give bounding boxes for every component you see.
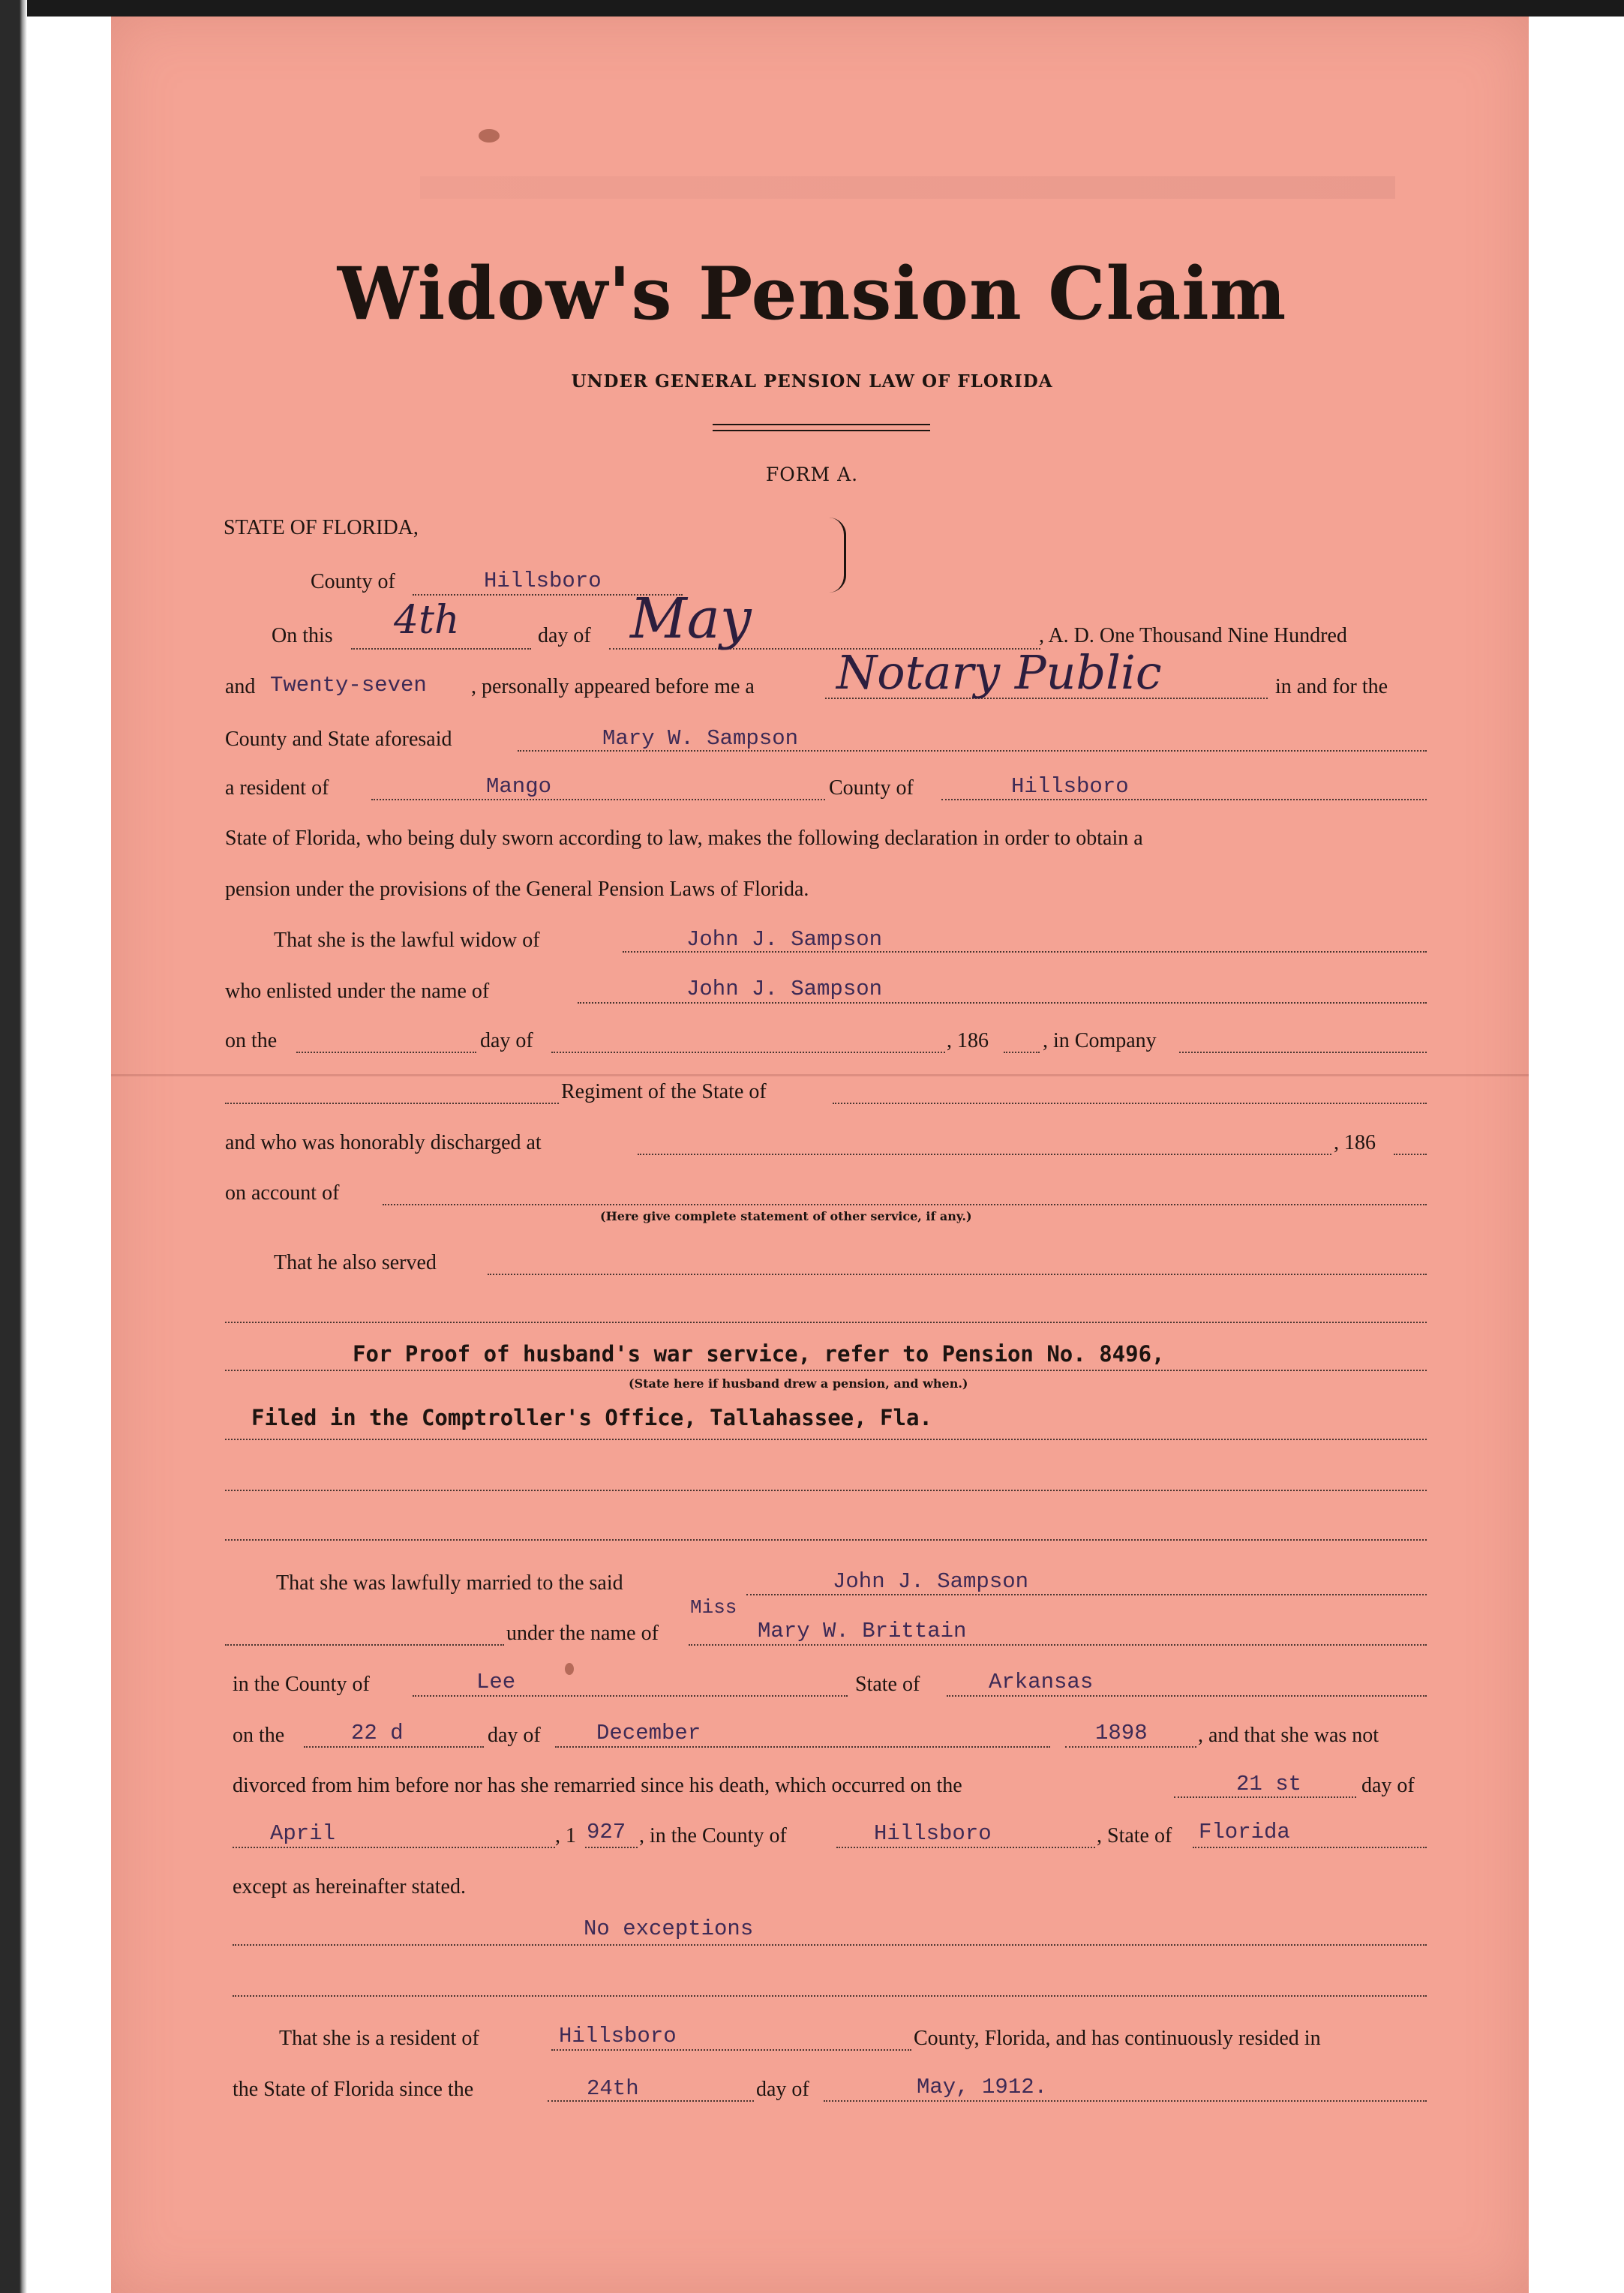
- blank-fill-line: [225, 1539, 1427, 1541]
- handwritten-month: May: [630, 587, 752, 651]
- death-year-fill-line: [585, 1847, 638, 1848]
- also-served-fill-line: [488, 1274, 1427, 1275]
- marriage-day-fill-line: [304, 1746, 484, 1748]
- page-title: Widow's Pension Claim: [337, 251, 1287, 336]
- death-year-prefix: , 1: [555, 1824, 576, 1847]
- maiden-pre-fill-line: [225, 1644, 504, 1646]
- marriage-day: 22 d: [351, 1721, 404, 1745]
- label-county-of: County of: [829, 776, 914, 800]
- bleed-through-shadow: [420, 176, 1395, 199]
- death-county-fill-line: [836, 1847, 1095, 1848]
- service-fill-line-1: [225, 1370, 1427, 1371]
- death-month-fill-line: [233, 1847, 555, 1848]
- enlisted-fill-line: [578, 1002, 1427, 1004]
- marriage-county-fill-line: [413, 1695, 848, 1697]
- service-line-1: For Proof of husband's war service, refer to Pension No. 8496,: [353, 1341, 1165, 1367]
- death-state-fill-line: [1193, 1847, 1427, 1848]
- maiden-prefix: Miss: [690, 1596, 737, 1619]
- label-regiment: Regiment of the State of: [561, 1080, 767, 1103]
- marriage-county: Lee: [476, 1670, 516, 1694]
- label-day-of: day of: [538, 624, 591, 647]
- form-label: FORM A.: [765, 464, 859, 485]
- county-value: Hillsboro: [484, 569, 602, 593]
- death-day: 21 st: [1236, 1772, 1302, 1796]
- note-pension: (State here if husband drew a pension, and when.): [629, 1376, 968, 1391]
- service-line-2: Filed in the Comptroller's Office, Tallahassee, Fla.: [251, 1405, 932, 1430]
- label-in-company: , in Company: [1043, 1029, 1157, 1052]
- enlist-day-fill-line: [296, 1052, 476, 1053]
- label-in-and-for: in and for the: [1275, 675, 1388, 698]
- marriage-month-fill-line: [555, 1746, 1050, 1748]
- since-day: 24th: [587, 2076, 639, 2101]
- enlist-month-fill-line: [551, 1052, 945, 1053]
- label-on-the-2: on the: [233, 1724, 285, 1747]
- label-divorced: divorced from him before nor has she remarried since his death, which occurred on the: [233, 1774, 962, 1797]
- married-to: John J. Sampson: [833, 1569, 1029, 1594]
- label-day-of-3: day of: [488, 1724, 541, 1747]
- death-county: Hillsboro: [874, 1821, 992, 1846]
- married-fill-line: [746, 1594, 1427, 1595]
- label-under-name: under the name of: [506, 1622, 659, 1645]
- scan-left-border: [0, 0, 27, 2293]
- header-brace: [829, 518, 846, 593]
- year-words: Twenty-seven: [270, 673, 427, 698]
- since-day-fill-line: [548, 2100, 754, 2102]
- label-resident-2: That she is a resident of: [279, 2027, 479, 2050]
- death-year: 927: [587, 1820, 626, 1844]
- label-186b: , 186: [1334, 1131, 1376, 1154]
- scan-top-border: [0, 0, 1624, 17]
- label-married: That she was lawfully married to the said: [276, 1571, 623, 1595]
- blank-fill-line: [225, 1322, 1427, 1323]
- company-fill-line: [1179, 1052, 1427, 1053]
- label-except: except as hereinafter stated.: [233, 1875, 466, 1898]
- label-personally: , personally appeared before me a: [471, 675, 755, 698]
- label-in-county: in the County of: [233, 1673, 370, 1696]
- label-day-of-4: day of: [1361, 1774, 1415, 1797]
- label-not-divorced: , and that she was not: [1198, 1724, 1379, 1747]
- res-county-fill-line: [941, 799, 1427, 800]
- exceptions-value: No exceptions: [584, 1916, 754, 1941]
- label-also-served: That he also served: [274, 1251, 437, 1274]
- service-fill-line-2: [225, 1439, 1427, 1440]
- account-fill-line: [383, 1204, 1427, 1205]
- handwritten-day: 4th: [394, 598, 460, 643]
- label-on-account: on account of: [225, 1181, 340, 1205]
- declaration-line-1: State of Florida, who being duly sworn according to law, makes the following declaration in order to obtain a: [225, 827, 1143, 850]
- title-rule: [713, 424, 930, 425]
- county-label: County of: [311, 570, 395, 593]
- resident-county: Hillsboro: [559, 2024, 677, 2048]
- label-county-state: County and State aforesaid: [225, 728, 452, 751]
- death-month: April: [270, 1821, 336, 1846]
- label-186: , 186: [947, 1029, 989, 1052]
- marriage-year: 1898: [1095, 1721, 1148, 1745]
- handwritten-officer: Notary Public: [836, 645, 1162, 700]
- declaration-line-2: pension under the provisions of the General Pension Laws of Florida.: [225, 878, 809, 901]
- regiment-state-fill-line: [833, 1103, 1427, 1104]
- exceptions-fill-line: [233, 1944, 1427, 1946]
- discharge-fill-line: [638, 1154, 1331, 1155]
- label-state-of: State of: [855, 1673, 920, 1696]
- label-day-of-5: day of: [756, 2078, 809, 2101]
- death-state: Florida: [1199, 1820, 1290, 1844]
- label-and: and: [225, 675, 256, 698]
- label-on-this: On this: [272, 624, 333, 647]
- label-discharged: and who was honorably discharged at: [225, 1131, 542, 1154]
- regiment-fill-line: [225, 1103, 559, 1104]
- marriage-state: Arkansas: [989, 1670, 1094, 1694]
- note-other-service: (Here give complete statement of other service, if any.): [600, 1209, 972, 1223]
- paper-stain: [565, 1663, 574, 1675]
- label-in-the-county: , in the County of: [639, 1824, 787, 1847]
- since-date-fill-line: [824, 2100, 1427, 2102]
- label-state-of-2: , State of: [1097, 1824, 1172, 1847]
- enlisted-name: John J. Sampson: [686, 977, 883, 1001]
- label-county-florida: County, Florida, and has continuously resided in: [914, 2027, 1321, 2050]
- husband-name: John J. Sampson: [686, 927, 883, 952]
- label-since: the State of Florida since the: [233, 2078, 474, 2101]
- label-widow-of: That she is the lawful widow of: [274, 929, 540, 952]
- label-ad: , A. D. One Thousand Nine Hundred: [1039, 624, 1347, 647]
- title-rule: [713, 430, 930, 431]
- maiden-fill-line: [689, 1644, 1427, 1646]
- day-fill-line: [351, 648, 531, 650]
- blank-fill-line: [225, 1490, 1427, 1491]
- town-fill-line: [371, 799, 825, 800]
- residence-county: Hillsboro: [1011, 774, 1129, 799]
- maiden-name: Mary W. Brittain: [758, 1619, 967, 1643]
- enlist-year-fill-line: [1004, 1052, 1040, 1053]
- marriage-month: December: [596, 1721, 701, 1745]
- marriage-year-fill-line: [1065, 1746, 1196, 1748]
- discharge-year-fill-line: [1394, 1154, 1427, 1155]
- label-on-the: on the: [225, 1029, 278, 1052]
- claimant-name: Mary W. Sampson: [602, 726, 799, 751]
- paper-fold-line: [111, 1074, 1529, 1076]
- blank-fill-line: [233, 1995, 1427, 1997]
- label-enlist-day-of: day of: [480, 1029, 533, 1052]
- paper-stain: [479, 129, 500, 143]
- state-header: STATE OF FLORIDA,: [224, 516, 419, 539]
- label-resident-of: a resident of: [225, 776, 329, 800]
- since-date: May, 1912.: [917, 2075, 1048, 2099]
- page-subtitle: UNDER GENERAL PENSION LAW OF FLORIDA: [571, 371, 1053, 392]
- death-day-fill-line: [1174, 1796, 1356, 1798]
- marriage-state-fill-line: [947, 1695, 1427, 1697]
- resident-county-fill-line: [551, 2049, 911, 2051]
- residence-town: Mango: [486, 774, 552, 799]
- label-enlisted: who enlisted under the name of: [225, 980, 490, 1003]
